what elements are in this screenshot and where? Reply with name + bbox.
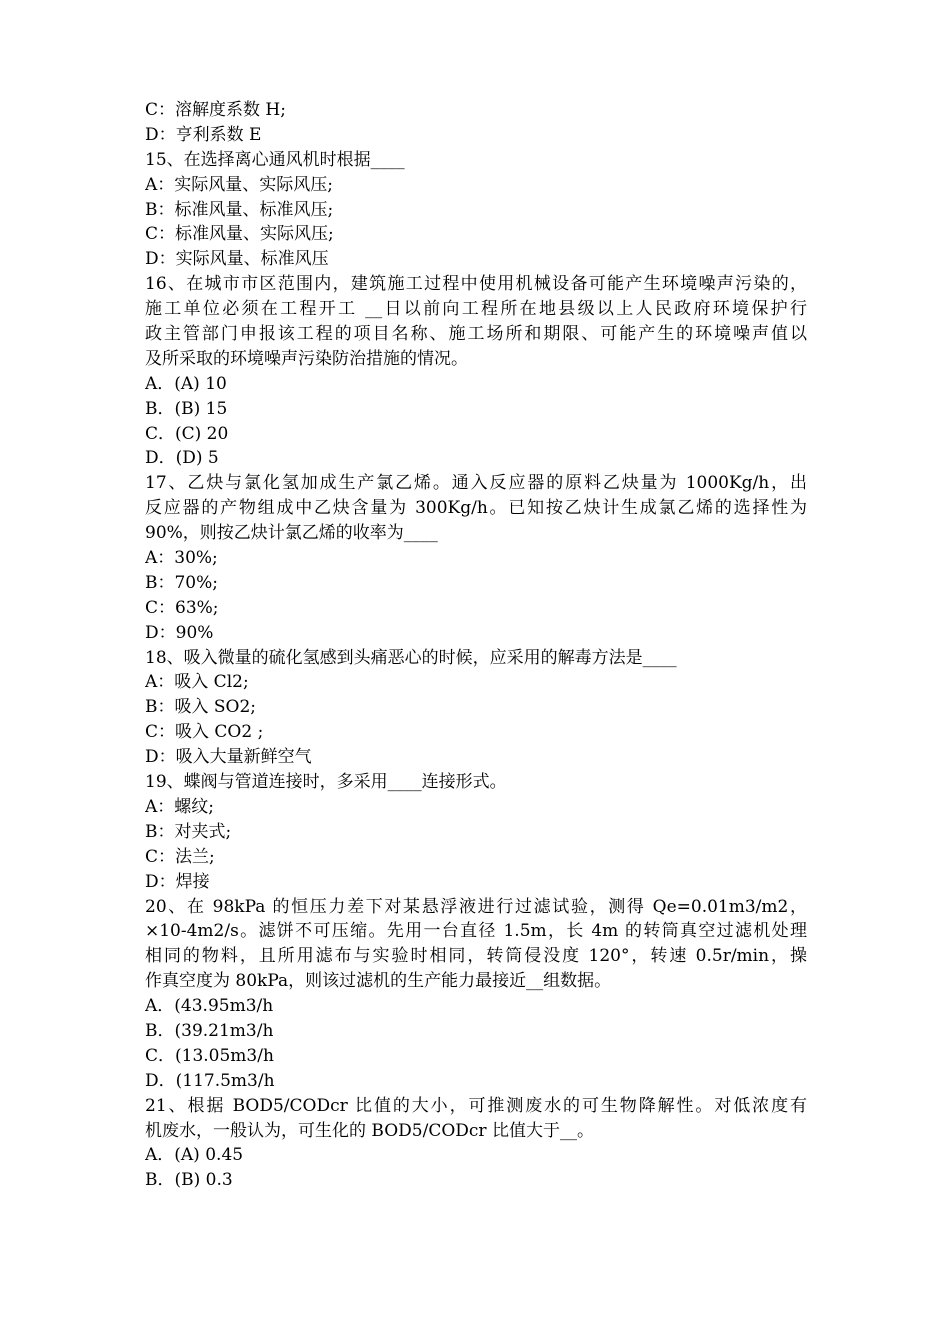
answer-option-line: B．(39.21m3/h bbox=[145, 1020, 274, 1041]
question-text-line: 21、根据 BOD5/CODcr 比值的大小，可推测废水的可生物降解性。对低浓度有 bbox=[145, 1095, 807, 1116]
answer-option-line: A：30%; bbox=[145, 548, 218, 569]
answer-option-line: C：标准风量、实际风压; bbox=[145, 224, 334, 245]
answer-option-line: D：亨利系数 E bbox=[145, 124, 262, 145]
answer-option-line: A：实际风量、实际风压; bbox=[145, 174, 334, 195]
answer-option-line: A．(A) 0.45 bbox=[145, 1145, 244, 1166]
answer-option-line: A．(A) 10 bbox=[145, 373, 227, 394]
question-text-line: 施工单位必须在工程开工 __日以前向工程所在地县级以上人民政府环境保护行 bbox=[145, 299, 807, 320]
answer-option-line: A．(43.95m3/h bbox=[145, 996, 274, 1017]
question-text-line: 作真空度为 80kPa，则该过滤机的生产能力最接近__组数据。 bbox=[145, 971, 612, 992]
answer-option-line: C：63%; bbox=[145, 597, 219, 618]
answer-option-line: C．(C) 20 bbox=[145, 423, 229, 444]
answer-option-line: C：溶解度系数 H; bbox=[145, 100, 286, 120]
answer-option-line: D：吸入大量新鲜空气 bbox=[145, 747, 312, 768]
question-text-line: ×10-4m2/s。滤饼不可压缩。先用一台直径 1.5m，长 4m 的转筒真空过滤机处理 bbox=[145, 921, 807, 942]
answer-option-line: B．(B) 0.3 bbox=[145, 1170, 233, 1191]
question-text-line: 17、乙炔与氯化氢加成生产氯乙烯。通入反应器的原料乙炔量为 1000Kg/h，出 bbox=[145, 473, 807, 494]
question-text-line: 政主管部门申报该工程的项目名称、施工场所和期限、可能产生的环境噪声值以 bbox=[145, 324, 807, 345]
answer-option-line: D：实际风量、标准风压 bbox=[145, 249, 329, 270]
answer-option-line: A：吸入 Cl2; bbox=[145, 672, 249, 693]
answer-option-line: B：70%; bbox=[145, 572, 219, 593]
answer-option-line: B．(B) 15 bbox=[145, 398, 228, 419]
answer-option-line: C．(13.05m3/h bbox=[145, 1045, 274, 1066]
answer-option-line: D：90% bbox=[145, 622, 214, 643]
question-text-line: 16、在城市市区范围内，建筑施工过程中使用机械设备可能产生环境噪声污染的， bbox=[145, 274, 807, 295]
answer-option-line: C：吸入 CO2 ; bbox=[145, 722, 264, 743]
answer-option-line: C：法兰; bbox=[145, 846, 215, 867]
answer-option-line: D．(117.5m3/h bbox=[145, 1070, 275, 1091]
answer-option-line: B：吸入 SO2; bbox=[145, 697, 257, 718]
answer-option-line: D：焊接 bbox=[145, 871, 210, 892]
question-text-line: 反应器的产物组成中乙炔含量为 300Kg/h。已知按乙炔计生成氯乙烯的选择性为 bbox=[145, 498, 807, 519]
answer-option-line: A：螺纹; bbox=[145, 796, 215, 817]
answer-option-line: B：对夹式; bbox=[145, 821, 232, 842]
document-content bbox=[145, 98, 807, 1193]
question-text-line: 及所采取的环境噪声污染防治措施的情况。 bbox=[145, 348, 468, 369]
answer-option-line: B：标准风量、标准风压; bbox=[145, 199, 334, 220]
question-text-line: 18、吸入微量的硫化氢感到头痛恶心的时候，应采用的解毒方法是____ bbox=[145, 647, 677, 668]
question-text-line: 15、在选择离心通风机时根据____ bbox=[145, 149, 405, 170]
question-text-line: 19、蝶阀与管道连接时，多采用____连接形式。 bbox=[145, 772, 507, 793]
question-text-line: 机废水，一般认为，可生化的 BOD5/CODcr 比值大于__。 bbox=[145, 1120, 594, 1141]
question-text-line: 相同的物料，且所用滤布与实验时相同，转筒侵没度 120°，转速 0.5r/min，操 bbox=[145, 946, 807, 967]
question-text-line: 20、在 98kPa 的恒压力差下对某悬浮液进行过滤试验，测得 Qe=0.01m3/m2， bbox=[145, 896, 807, 917]
answer-option-line: D．(D) 5 bbox=[145, 448, 219, 469]
question-text-line: 90%，则按乙炔计氯乙烯的收率为____ bbox=[145, 523, 438, 544]
